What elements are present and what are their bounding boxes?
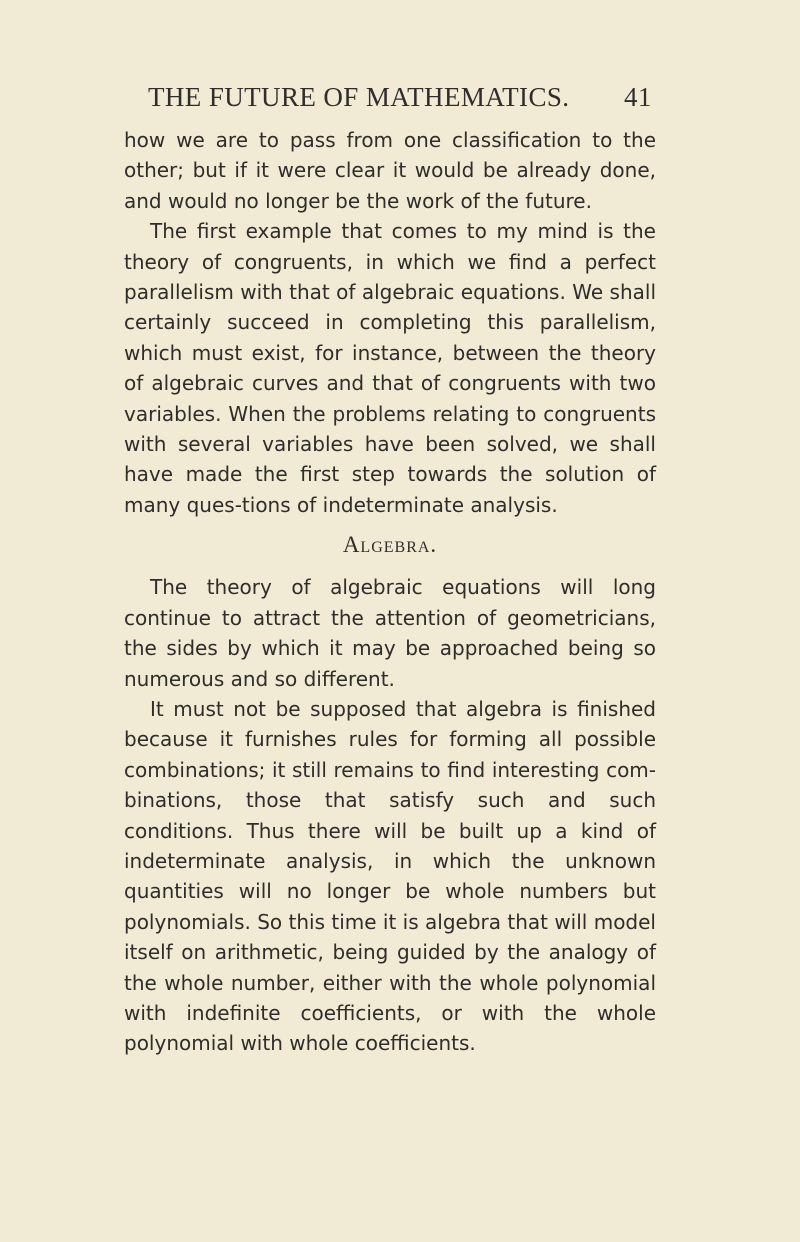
page-number: 41	[624, 82, 652, 112]
paragraph-congruents: The first example that comes to my mind is the theory of congruents, in which we find a perfect parallelism with that of algebraic equations. We shall certainly succeed in completing this parallelism, which must exist, for instance, between the theory of algebraic curves and that of congruents with two variables. When the problems relating to congruents with several variables have been solved, we shall have made the first step towards the solution of many ques-tions of indeterminate analysis.	[124, 219, 656, 517]
running-head-title: THE FUTURE OF MATHEMATICS.	[148, 82, 570, 112]
running-head	[0, 82, 800, 118]
body-text	[124, 125, 656, 1059]
paragraph-indeterminate-analysis: It must not be supposed that algebra is finished because it furnishes rules for forming all possible combinations; it still remains to find interesting com-binations, those that satisfy such and such conditions. Thus there will be built up a kind of indeterminate analysis, in which the unknown quantities will no longer be whole numbers but polynomials. So this time it is algebra that will model itself on arithmetic, being guided by the analogy of the whole number, either with the whole polynomial with indefinite coefficients, or with the whole polynomial with whole coefficients.	[124, 696, 656, 1056]
section-heading-algebra: Algebra.	[342, 532, 438, 558]
paragraph-algebraic-equations: The theory of algebraic equations will long continue to attract the attention of geometricians, the sides by which it may be approached being so numerous and so different.	[124, 575, 656, 691]
paragraph-continuation: how we are to pass from one classification to the other; but if it were clear it would be already done, and would no longer be the work of the future.	[124, 128, 656, 213]
